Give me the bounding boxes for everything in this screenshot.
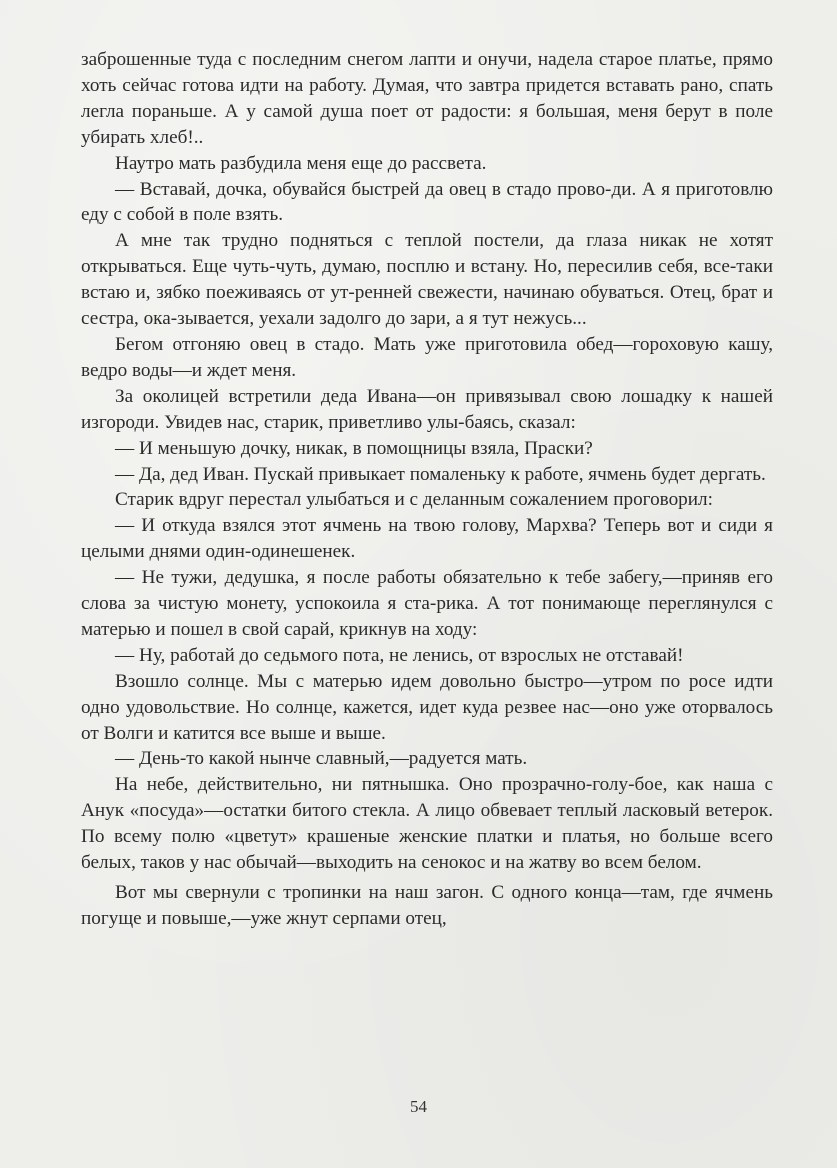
paragraph: — И меньшую дочку, никак, в помощницы взяла, Праски?	[115, 437, 593, 459]
paragraph: Вот мы свернули с тропинки на наш загон. С одного конца—там, где ячмень погуще и повыше,—уже жнут серпами отец,	[81, 882, 773, 929]
paragraph: А мне так трудно подняться с теплой постели, да глаза никак не хотят открываться. Еще чуть-чуть, думаю, посплю и встану. Но, пересилив себя, все-таки встаю и, зябко поеживаясь от ут-ренней свежести, начинаю обуваться. Отец, брат и сестра, ока-зывается, уехали задолго до зари, а я тут нежусь...	[81, 230, 773, 330]
paragraph: — Ну, работай до седьмого пота, не ленись, от взрослых не отставай!	[115, 644, 684, 666]
body-text	[81, 47, 773, 932]
paragraph: Бегом отгоняю овец в стадо. Мать уже приготовила обед—гороховую кашу, ведро воды—и ждет меня.	[81, 333, 773, 381]
paragraph: Старик вдруг перестал улыбаться и с деланным сожалением проговорил:	[115, 489, 713, 511]
paragraph: — И откуда взялся этот ячмень на твою голову, Мархва? Теперь вот и сиди я целыми днями один-одинешенек.	[81, 515, 773, 563]
paragraph: Взошло солнце. Мы с матерью идем довольно быстро—утром по росе идти одно удовольствие. Но солнце, кажется, идет куда резвее нас—оно уже оторвалось от Волги и катится все выше и выше.	[81, 670, 773, 744]
paragraph: — Не тужи, дедушка, я после работы обязательно к тебе забегу,—приняв его слова за чистую монету, успокоила я ста-рика. А тот понимающе переглянулся с матерью и пошел в свой сарай, крикнув на ходу:	[81, 567, 773, 640]
paragraph: На небе, действительно, ни пятнышка. Оно прозрачно-голу-бое, как наша с Анук «посуда»—остатки битого стекла. А лицо обвевает теплый ласковый ветерок. По всему полю «цветут» крашеные женские платки и платья, но больше всего белых, таков у нас обычай—выходить на сенокос и на жатву во всем белом.	[81, 774, 773, 874]
paragraph: — Да, дед Иван. Пускай привыкает помаленьку к работе, ячмень будет дергать.	[115, 463, 766, 485]
paragraph: заброшенные туда с последним снегом лапти и онучи, надела старое платье, прямо хоть сейчас готова идти на работу. Думая, что завтра придется вставать рано, спать легла пораньше. А у самой душа поет от радости: я большая, меня берут в поле убирать хлеб!..	[81, 49, 773, 148]
page-number: 54	[410, 1097, 427, 1116]
paragraph: Наутро мать разбудила меня еще до рассвета.	[115, 152, 487, 174]
paragraph: — Вставай, дочка, обувайся быстрей да овец в стадо прово-ди. А я приготовлю еду с собой в поле взять.	[81, 178, 773, 226]
paragraph: — День-то какой нынче славный,—радуется мать.	[115, 748, 528, 770]
paragraph: За околицей встретили деда Ивана—он привязывал свою лошадку к нашей изгороди. Увидев нас, старик, приветливо улы-баясь, сказал:	[81, 385, 773, 433]
